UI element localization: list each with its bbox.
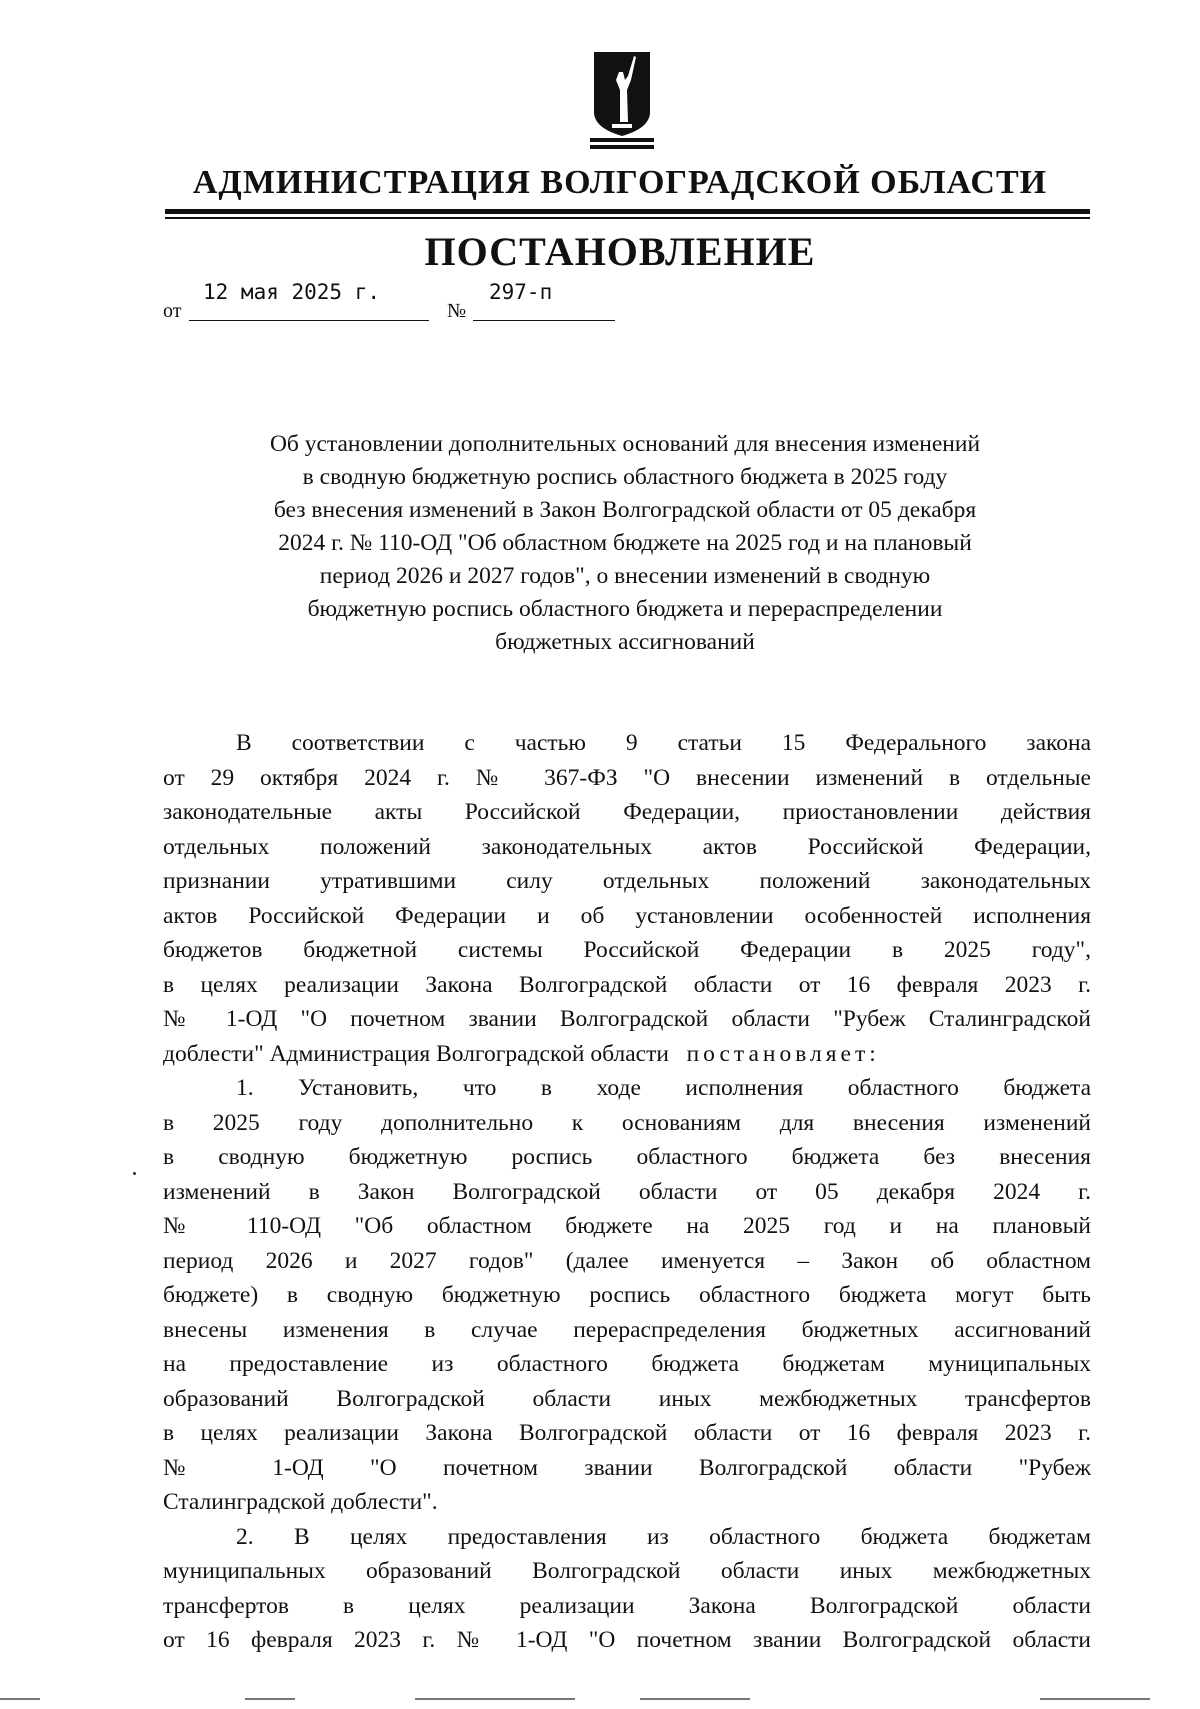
header-rule-thin xyxy=(165,217,1090,219)
body-line: актов Российской Федерации и об установлении особенностей исполнения xyxy=(163,902,1091,929)
number-underline xyxy=(473,320,615,321)
body-line: образований Волгоградской области иных межбюджетных трансфертов xyxy=(163,1385,1091,1412)
body-line-with-resolution xyxy=(163,1037,1091,1072)
body-line: № 110-ОД "Об областном бюджете на 2025 год и на плановый xyxy=(163,1213,1091,1239)
resolution-verb: постановляет: xyxy=(686,1040,880,1067)
scan-edge-mark xyxy=(415,1698,575,1700)
body-line: трансфертов в целях реализации Закона Волгоградской области xyxy=(163,1592,1091,1619)
scan-edge-mark xyxy=(0,1698,40,1700)
scan-edge-mark xyxy=(640,1698,750,1700)
body-line: муниципальных образований Волгоградской области иных межбюджетных xyxy=(163,1558,1091,1584)
organization-title: АДМИНИСТРАЦИЯ ВОЛГОГРАДСКОЙ ОБЛАСТИ xyxy=(192,164,1048,201)
body-line: № 1-ОД "О почетном звании Волгоградской области "Рубеж Сталинградской xyxy=(163,1006,1091,1032)
subject-line: бюджетных ассигнований xyxy=(495,629,755,655)
number-label: № xyxy=(447,300,467,322)
subject-line: без внесения изменений в Закон Волгоградской области от 05 декабря xyxy=(273,497,977,523)
body-line: на предоставление из областного бюджета бюджетам муниципальных xyxy=(163,1351,1091,1377)
document-type-title: ПОСТАНОВЛЕНИЕ xyxy=(424,229,816,274)
body-line: в сводную бюджетную роспись областного бюджета без внесения xyxy=(163,1144,1091,1170)
body-line: от 29 октября 2024 г. № 367-ФЗ "О внесении изменений в отдельные xyxy=(163,764,1091,791)
header-rule-thick xyxy=(165,209,1090,214)
body-line: законодательные акты Российской Федерации, приостановлении действия xyxy=(163,799,1091,825)
body-line: от 16 февраля 2023 г. № 1-ОД "О почетном звании Волгоградской области xyxy=(163,1627,1091,1653)
date-label: от xyxy=(163,300,182,322)
body-line: изменений в Закон Волгоградской области от 05 декабря 2024 г. xyxy=(163,1178,1091,1205)
coat-of-arms-emblem xyxy=(590,50,654,150)
body-line: бюджете) в сводную бюджетную роспись областного бюджета могут быть xyxy=(163,1282,1091,1308)
body-line: период 2026 и 2027 годов" (далее именуется – Закон об областном xyxy=(163,1247,1091,1274)
number-value: 297-п xyxy=(489,280,553,304)
document-body xyxy=(163,726,1091,1658)
date-value: 12 мая 2025 г. xyxy=(203,280,381,304)
body-line: № 1-ОД "О почетном звании Волгоградской области "Рубеж xyxy=(163,1454,1091,1481)
body-line: В соответствии с частью 9 статьи 15 Федерального закона xyxy=(236,730,1091,756)
body-line: 1. Установить, что в ходе исполнения областного бюджета xyxy=(236,1075,1091,1101)
body-line: в целях реализации Закона Волгоградской области от 16 февраля 2023 г. xyxy=(163,1420,1091,1446)
date-underline xyxy=(189,320,429,321)
scan-edge-mark xyxy=(1040,1698,1150,1700)
body-line: в 2025 году дополнительно к основаниям для внесения изменений xyxy=(163,1109,1091,1136)
body-line: бюджетов бюджетной системы Российской Федерации в 2025 году", xyxy=(163,937,1091,963)
subject-line: бюджетную роспись областного бюджета и перераспределении xyxy=(307,596,943,622)
document-subject xyxy=(175,428,1075,659)
body-line: отдельных положений законодательных актов Российской Федерации, xyxy=(163,833,1091,860)
body-line: внесены изменения в случае перераспределения бюджетных ассигнований xyxy=(163,1316,1091,1343)
subject-line: Об установлении дополнительных оснований для внесения изменений xyxy=(269,431,981,457)
scan-edge-mark xyxy=(245,1698,295,1700)
body-line: в целях реализации Закона Волгоградской области от 16 февраля 2023 г. xyxy=(163,971,1091,998)
body-line: Сталинградской доблести". xyxy=(163,1489,438,1515)
subject-line: в сводную бюджетную роспись областного бюджета в 2025 году xyxy=(302,464,948,490)
subject-line: 2024 г. № 110-ОД "Об областном бюджете на 2025 год и на плановый xyxy=(278,530,972,556)
scan-artifact xyxy=(133,1172,136,1175)
body-line-text: доблести" Администрация Волгоградской области xyxy=(163,1040,669,1067)
body-line: признании утратившими силу отдельных положений законодательных xyxy=(163,868,1091,894)
body-line: 2. В целях предоставления из областного бюджета бюджетам xyxy=(236,1523,1091,1550)
subject-line: период 2026 и 2027 годов", о внесении изменений в сводную xyxy=(319,563,931,589)
